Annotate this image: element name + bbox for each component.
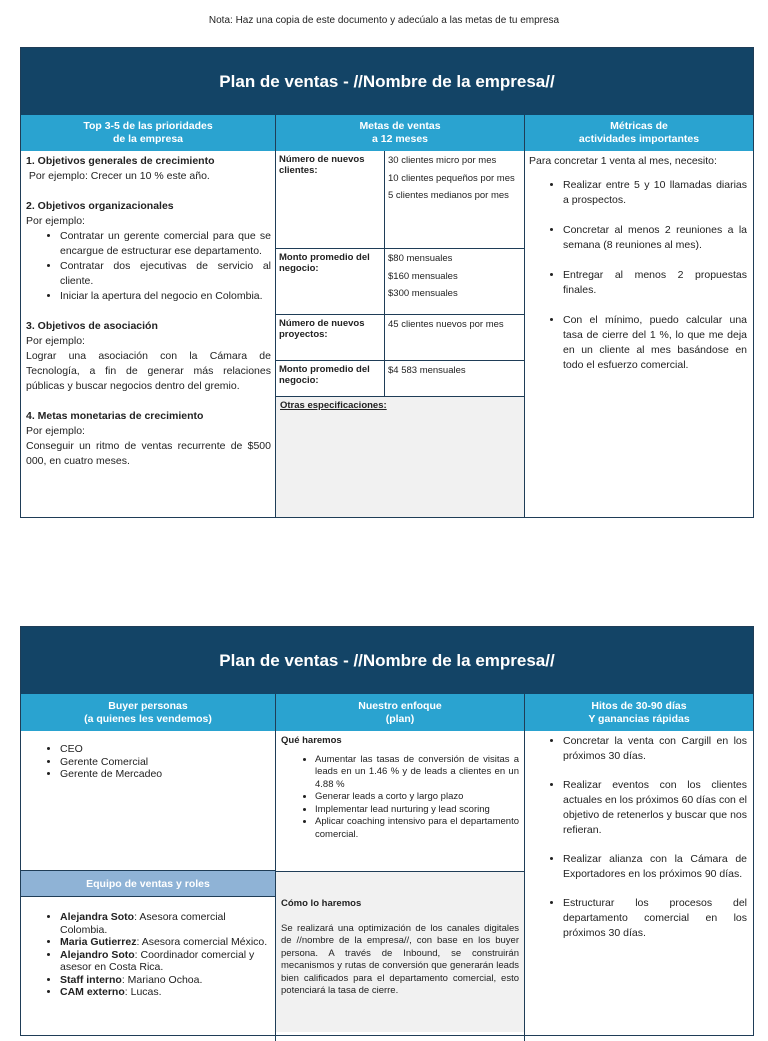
section-intro: Por ejemplo: [26,425,85,437]
member-name: Maria Gutierrez [60,936,137,948]
header-sales-goals: Metas de ventas a 12 meses [276,115,525,151]
section-title: 4. Metas monetarias de crecimiento [26,410,204,422]
header-buyer-personas: Buyer personas (a quienes les vendemos) [21,694,276,731]
header-priorities: Top 3-5 de las prioridades de la empresa [21,115,276,151]
org-objectives-list [26,229,271,304]
section-title: Cómo lo haremos [281,898,362,909]
team-member [60,974,271,987]
goal-label: Número de nuevos clientes: [276,151,385,248]
goal-value: $160 mensuales [388,270,458,282]
goal-values [385,361,524,396]
buyer-column [21,731,276,1041]
goal-value: 10 clientes pequeños por mes [388,172,515,184]
goal-row [276,151,524,249]
metrics-column [525,151,753,517]
list-item: • CEO [60,743,271,756]
other-specifications: Otras especificaciones: [280,400,387,411]
goal-label: Número de nuevos proyectos: [276,315,385,360]
approach-column [276,731,525,1041]
goal-values [385,315,524,360]
goal-value: $300 mensuales [388,288,458,299]
goal-row [276,361,524,397]
team-member [60,911,271,936]
section-title: 2. Objetivos organizacionales [26,200,174,212]
list-item: • Gerente de Mercadeo [60,768,271,781]
section-text: Se realizará una optimización de los canales digitales de //nombre de la empresa//, con base en los buyer persona. A través de Inbound, se construirán mecanismos y rutas de conversión que generarán leads bien calificados para el departamento comercial, esto potenciará la tasa de cierre. [281,922,519,996]
goal-value: 30 clientes micro por mes [388,155,497,166]
metrics-list [529,178,747,373]
header-activity-metrics: Métricas de actividades importantes [578,120,700,145]
section-text: Por ejemplo: Crecer un 10 % este año. [26,170,210,182]
how-we-will-do-it [276,872,524,1032]
list-item: • Realizar entre 5 y 10 llamadas diarias a prospectos. [563,178,747,208]
member-name: CAM externo [60,986,125,998]
list-item: • Contratar dos ejecutivas de servicio al cliente. [60,259,271,289]
goal-row [276,315,524,361]
list-item: • Realizar eventos con los clientes actuales en los próximos 60 días con el objetivo de retenerlos y buscar que nos refieran. [563,778,747,838]
member-role: : Coordinador comercial y asesor en Costa Rica. [60,948,255,973]
goal-value: 5 clientes medianos por mes [388,190,509,201]
priorities-column [21,151,276,517]
list-item: • Generar leads a corto y largo plazo [315,791,519,804]
section-text: Lograr una asociación con la Cámara de Tecnología, a fin de generar más relaciones públicas y buscar negocios dentro del gremio. [26,350,271,392]
header-row [21,115,753,151]
member-name: Staff interno [60,973,122,986]
team-list [26,911,271,999]
goal-values [385,151,524,248]
team-member [60,949,271,974]
header-milestones: Hitos de 30-90 días Y ganancias rápidas [588,699,690,725]
buyer-list [26,743,271,781]
list-item: • Implementar lead nurturing y lead scoring [315,804,519,817]
list-item: • Realizar alianza con la Cámara de Exportadores en los próximos 90 días. [563,852,747,882]
section-title: 3. Objetivos de asociación [26,320,158,332]
section-title: 1. Objetivos generales de crecimiento [26,155,215,167]
goal-row [276,249,524,315]
section-intro: Por ejemplo: [26,335,85,347]
list-item: • Aplicar coaching intensivo para el departamento comercial. [315,816,519,841]
list-item: • Concretar al menos 2 reuniones a la semana (8 reuniones al mes). [563,223,747,253]
member-role: : Mariano Ochoa. [121,973,203,986]
what-list [281,754,519,842]
team-member [60,936,271,949]
member-role: : Asesora comercial Colombia. [60,911,226,936]
goal-label: Monto promedio del negocio: [276,361,385,396]
list-item: • Con el mínimo, puedo calcular una tasa de cierre del 1 %, lo que me deja en un cliente al mes basándose en todo el esfuerzo comercial. [563,313,747,373]
instruction-note: Nota: Haz una copia de este documento y adecúalo a las metas de tu empresa [208,15,560,26]
section-title: Qué haremos [281,735,342,746]
what-we-will-do [276,731,524,872]
plan-title: Plan de ventas - //Nombre de la empresa// [21,627,753,694]
metrics-intro: Para concretar 1 venta al mes, necesito: [529,155,717,167]
section-text: Conseguir un ritmo de ventas recurrente de $500 000, en cuatro meses. [26,440,271,467]
list-item: • Concretar la venta con Cargill en los próximos 30 días. [563,734,747,764]
list-item: • Gerente Comercial [60,756,271,769]
member-name: Alejandra Soto [60,911,135,923]
plan-title: Plan de ventas - //Nombre de la empresa// [21,48,753,115]
goal-value: $80 mensuales [388,253,453,264]
milestones-list [529,734,747,941]
list-item: • Estructurar los procesos del departamento comercial en los próximos 30 días. [563,896,747,941]
sales-plan-table-1 [20,47,754,518]
goal-value: 45 clientes nuevos por mes [388,319,504,330]
milestones-column [525,731,753,1041]
member-role: : Lucas. [124,986,162,998]
list-item: • Aumentar las tasas de conversión de visitas a leads en un 1.46 % y de leads a clientes en un 4.88 % [315,754,519,792]
list-item: • Entregar al menos 2 propuestas finales. [563,268,747,298]
goal-value: $4 583 mensuales [388,365,466,376]
team-box [21,897,275,999]
member-role: : Asesora comercial México. [136,936,268,948]
list-item: • Contratar un gerente comercial para que se encargue de estructurar ese departamento. [60,229,271,259]
section-intro: Por ejemplo: [26,215,85,227]
member-name: Alejandro Soto [60,948,135,961]
buyer-personas-box [21,731,275,871]
team-header: Equipo de ventas y roles [21,871,275,897]
sales-goals-column [276,151,525,517]
list-item: • Iniciar la apertura del negocio en Colombia. [60,289,271,304]
sales-plan-table-2 [20,626,754,1036]
team-member [60,986,271,999]
header-approach: Nuestro enfoque (plan) [276,694,525,731]
header-row [21,694,753,731]
goal-values [385,249,524,314]
goal-label: Monto promedio del negocio: [276,249,385,314]
